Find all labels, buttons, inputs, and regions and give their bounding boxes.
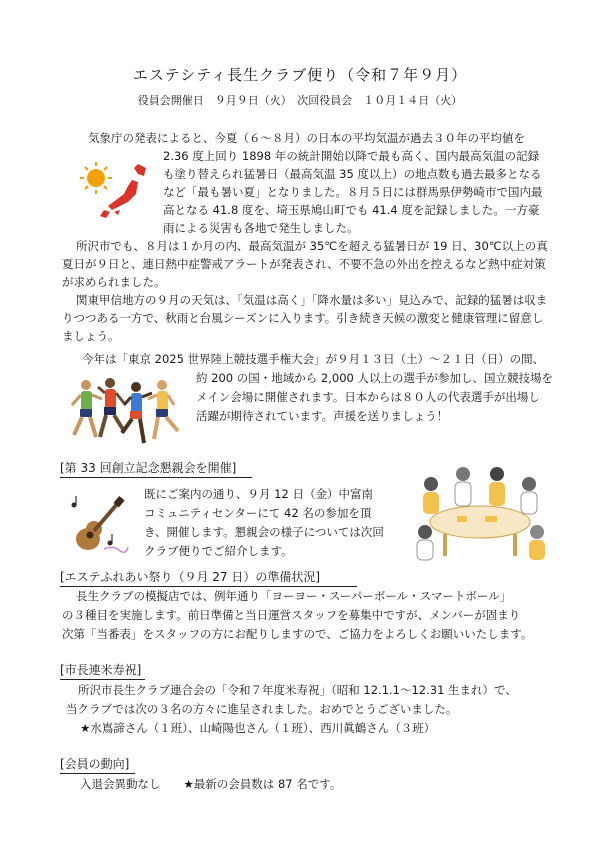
runner-icon [98,378,124,437]
sun-icon [80,162,112,194]
anniversary-line-3: き、開催します。懇親会の様子については次回 [144,525,384,539]
heat-map-illustration [76,160,156,222]
weather-line-10: 関東甲信地方の９月の天気は、「気温は高く」「降水量は多い」見込みで、記録的猛暑は収ま [76,293,548,307]
festival-line-1: 長生クラブの模擬店では、例年通り「ヨーヨー・スーパーボール・スマートボール」 [76,589,512,603]
members-heading-underline [60,773,135,774]
anniversary-heading-underline [60,477,252,478]
person-icon [489,467,505,506]
table-icon [430,506,530,556]
weather-line-8: 夏日が９日と、連日熱中症警戒アラートが発表され、不要不急の外出を控えるなど熱中症対策 [62,257,546,271]
weather-line-12: ましょう。 [62,329,120,343]
runners-illustration [68,375,193,447]
page-title: エステシティ長生クラブ便り（令和７年９月） [132,66,468,84]
weather-line-4: など「最も暑い夏」となりました。８月５日には群馬県伊勢崎市で国内最 [163,185,543,199]
anniversary-line-4: クラブ便りでご紹介します。 [144,544,293,558]
athletics-line-2: 約 200 の国・地域から 2,000 人以上の選手が参加し、国立競技場を [196,371,553,385]
weather-line-11: りつつある一方で、秋雨と台風シーズンに入ります。引き続き天候の激変と健康管理に留意し [62,311,544,325]
members-heading: [会員の動向] [60,757,130,771]
person-icon [455,467,471,506]
person-icon [529,525,545,560]
weather-line-5: 高となる 41.8 度を、埼玉県鳩山町でも 41.4 度を記録しました。一方豪 [163,203,540,217]
beiju-line-3: ★水嶌諦さん（１班）、山崎陽也さん（１班）、西川眞鶴さん（３班） [80,721,436,735]
weather-line-3: も塗り替えられ猛暑日（最高気温 35 度以上）の地点数も過去最多となる [163,167,542,181]
anniversary-line-1: 既にご案内の通り、９月 12 日（金）中富南 [144,487,373,501]
anniversary-line-2: コミュニティセンターにて 42 名の参加を頂 [144,506,372,520]
japan-map-icon [100,164,146,218]
athletics-line-1: 今年は「東京 2025 世界陸上競技選手権大会」が９月１３日（土）～２１日（日）の間、 [82,352,545,366]
beiju-heading-underline [60,679,145,680]
party-illustration [405,460,555,565]
athletics-line-4: 活躍が期待されています。声援を送りましょう！ [196,409,449,423]
athletics-line-3: メイン会場に開催されます。日本からは８０人の代表選手が出場し [196,390,540,404]
meeting-dates: 役員会開催日 ９月９日（火） 次回役員会 １０月１４日（火） [137,94,463,107]
festival-line-3: 次第「当番表」をスタッフの方にお配りしますので、ご協力をよろしくお願いいたします。 [62,627,533,641]
weather-line-2: 2.36 度上回り 1898 年の統計開始以降で最も高く、国内最高気温の記録 [163,149,540,163]
festival-line-2: の３種目を実施します。前日準備と当日運営スタッフを募集中ですが、メンバーが固まり [62,608,521,622]
person-icon [417,525,433,560]
runner-icon [122,382,152,443]
weather-line-6: 雨による災害も各地で発生しました。 [163,221,359,235]
guitar-music-illustration [70,495,130,557]
anniversary-heading: [第 33 回創立記念懇親会を開催] [60,461,237,475]
guitar-icon [76,496,125,550]
weather-line-1: 気象庁の発表によると、今夏（６～８月）の日本の平均気温が過去３０年の平均値を [88,131,525,145]
festival-heading: [エステふれあい祭り（９月 27 日）の準備状況] [60,570,321,584]
person-icon [423,477,439,514]
beiju-heading: [市長連米寿祝] [60,663,142,677]
festival-heading-underline [60,586,357,587]
runner-icon [72,380,102,437]
members-line: 入退会異動なし ★最新の会員数は 87 名です。 [80,777,342,791]
beiju-line-2: 当クラブでは次の３名の方々に進呈されました。おめでとうございました。 [66,702,458,716]
weather-line-7: 所沢市でも、８月は１か月の内、最高気温が 35℃を超える猛暑日が 19 日、30℃以上の真 [76,239,548,253]
weather-line-9: が求められました。 [62,275,166,289]
beiju-line-1: 所沢市長生クラブ連合会の「令和７年度米寿祝」（昭和 12.1.1～12.31 生まれ）で、 [78,683,517,697]
runner-icon [148,380,178,439]
person-icon [521,477,537,514]
